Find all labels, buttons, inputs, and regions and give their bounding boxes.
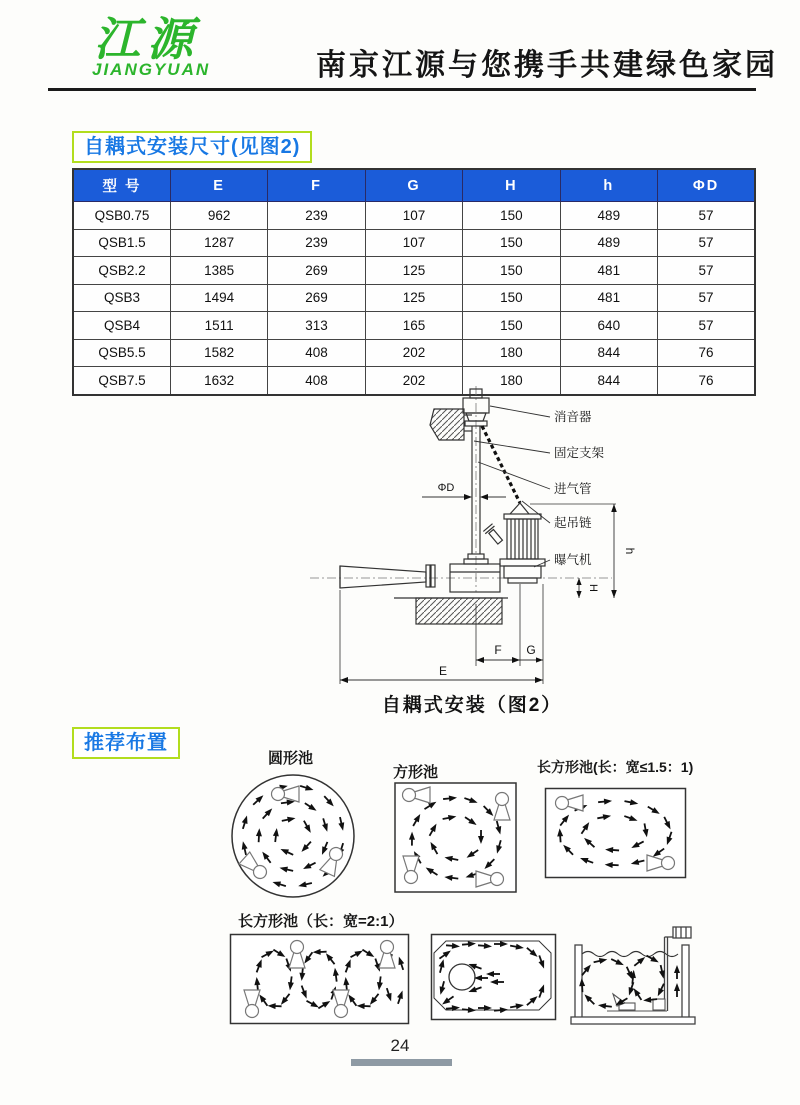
table-cell: 1287 [170, 229, 267, 257]
table-cell: 57 [658, 202, 755, 230]
rect21-pool-diagram [229, 933, 410, 1025]
footer-bar [351, 1059, 452, 1066]
label-lifting-chain: 起吊链 [554, 516, 592, 530]
table-row [73, 257, 755, 285]
table-cell: 180 [463, 367, 560, 395]
label-circular-pool: 圆形池 [268, 750, 314, 767]
square-pool-diagram [393, 781, 519, 895]
header-divider [48, 88, 756, 91]
table-cell: 57 [658, 257, 755, 285]
column-header: F [268, 169, 365, 202]
ring-pool-diagram [430, 933, 557, 1021]
table-row [73, 202, 755, 230]
table-cell: QSB0.75 [73, 202, 170, 230]
table-cell: 408 [268, 367, 365, 395]
label-square-pool: 方形池 [393, 764, 439, 781]
table-cell: 125 [365, 257, 462, 285]
table-cell: 125 [365, 284, 462, 312]
table-cell: 107 [365, 202, 462, 230]
table-cell: 844 [560, 367, 657, 395]
table-cell: 150 [463, 284, 560, 312]
table-cell: 239 [268, 229, 365, 257]
table-cell: 962 [170, 202, 267, 230]
tank-section-diagram [567, 921, 701, 1028]
circular-pool-diagram [228, 772, 358, 900]
table-cell: 481 [560, 257, 657, 285]
dim-E: E [438, 664, 448, 678]
table-cell: 57 [658, 229, 755, 257]
table-cell: 408 [268, 339, 365, 367]
bracket-shape [430, 409, 464, 440]
dimensions-table [72, 168, 756, 396]
figure-caption: 自耦式安装（图2） [381, 695, 563, 716]
table-cell: 180 [463, 339, 560, 367]
table-body [73, 202, 755, 395]
dim-h: h [623, 547, 637, 555]
installation-diagram [298, 384, 642, 688]
section-title-install-dimensions: 自耦式安装尺寸(见图2) [72, 131, 312, 163]
table-cell: 150 [463, 312, 560, 340]
dim-F: F [494, 643, 502, 657]
table-cell: 150 [463, 202, 560, 230]
table-cell: 57 [658, 312, 755, 340]
table-row [73, 339, 755, 367]
table-cell: 202 [365, 339, 462, 367]
column-header: ΦD [658, 169, 755, 202]
table-cell: QSB1.5 [73, 229, 170, 257]
diagram-labels [438, 409, 637, 678]
table-cell: 107 [365, 229, 462, 257]
table-cell: 313 [268, 312, 365, 340]
logo-latin: JIANGYUAN [92, 60, 211, 79]
table-cell: 269 [268, 257, 365, 285]
column-header: G [365, 169, 462, 202]
table-cell: 481 [560, 284, 657, 312]
page-number: 24 [390, 1036, 410, 1055]
table-cell: 1385 [170, 257, 267, 285]
aerator-shape [504, 514, 541, 519]
table-header-row [73, 169, 755, 202]
label-muffler: 消音器 [554, 410, 592, 424]
table-row [73, 229, 755, 257]
water-surface-shape [582, 952, 678, 957]
table-cell: 489 [560, 229, 657, 257]
ejector-bell-shape [340, 566, 426, 588]
table-row [73, 284, 755, 312]
tank-aerator-shape [607, 994, 667, 1011]
logo-chinese: 江源 [94, 13, 200, 65]
table-row [73, 312, 755, 340]
rect15-pool-diagram [544, 787, 687, 879]
table-cell: 1632 [170, 367, 267, 395]
table-cell: 150 [463, 257, 560, 285]
table-cell: QSB5.5 [73, 339, 170, 367]
table-cell: 1511 [170, 312, 267, 340]
table-cell: 165 [365, 312, 462, 340]
label-rect-pool-1-5: 长方形池(长：宽≤1.5：1) [537, 759, 694, 775]
dim-phiD: ΦD [437, 482, 455, 494]
label-bracket: 固定支架 [554, 446, 605, 460]
column-header: h [560, 169, 657, 202]
table-cell: 1494 [170, 284, 267, 312]
table-cell: QSB3 [73, 284, 170, 312]
column-header: E [170, 169, 267, 202]
table-cell: 57 [658, 284, 755, 312]
table-cell: 489 [560, 202, 657, 230]
center-column-shape [449, 964, 475, 990]
section-title-recommended-layout: 推荐布置 [72, 727, 180, 759]
diagram-linework [310, 386, 617, 684]
table-cell: 844 [560, 339, 657, 367]
table-header [73, 169, 755, 202]
dim-G: G [526, 643, 536, 657]
table-cell: 640 [560, 312, 657, 340]
table-cell: 269 [268, 284, 365, 312]
table-cell: 202 [365, 367, 462, 395]
table-cell: 76 [658, 367, 755, 395]
header-slogan: 南京江源与您携手共建绿色家园 [316, 49, 778, 82]
label-aerator: 曝气机 [554, 553, 592, 567]
table-cell: QSB4 [73, 312, 170, 340]
label-inlet-pipe: 进气管 [554, 482, 592, 496]
dim-H: H [587, 584, 599, 592]
foundation-shape [416, 598, 502, 624]
label-rect-pool-2-1: 长方形池（长：宽=2:1） [238, 913, 404, 930]
table-cell: 76 [658, 339, 755, 367]
table-cell: 239 [268, 202, 365, 230]
table-cell: QSB2.2 [73, 257, 170, 285]
chain-shape [482, 426, 520, 503]
column-header: H [463, 169, 560, 202]
table-cell: QSB7.5 [73, 367, 170, 395]
column-header: 型 号 [73, 169, 170, 202]
table-cell: 150 [463, 229, 560, 257]
table-cell: 1582 [170, 339, 267, 367]
